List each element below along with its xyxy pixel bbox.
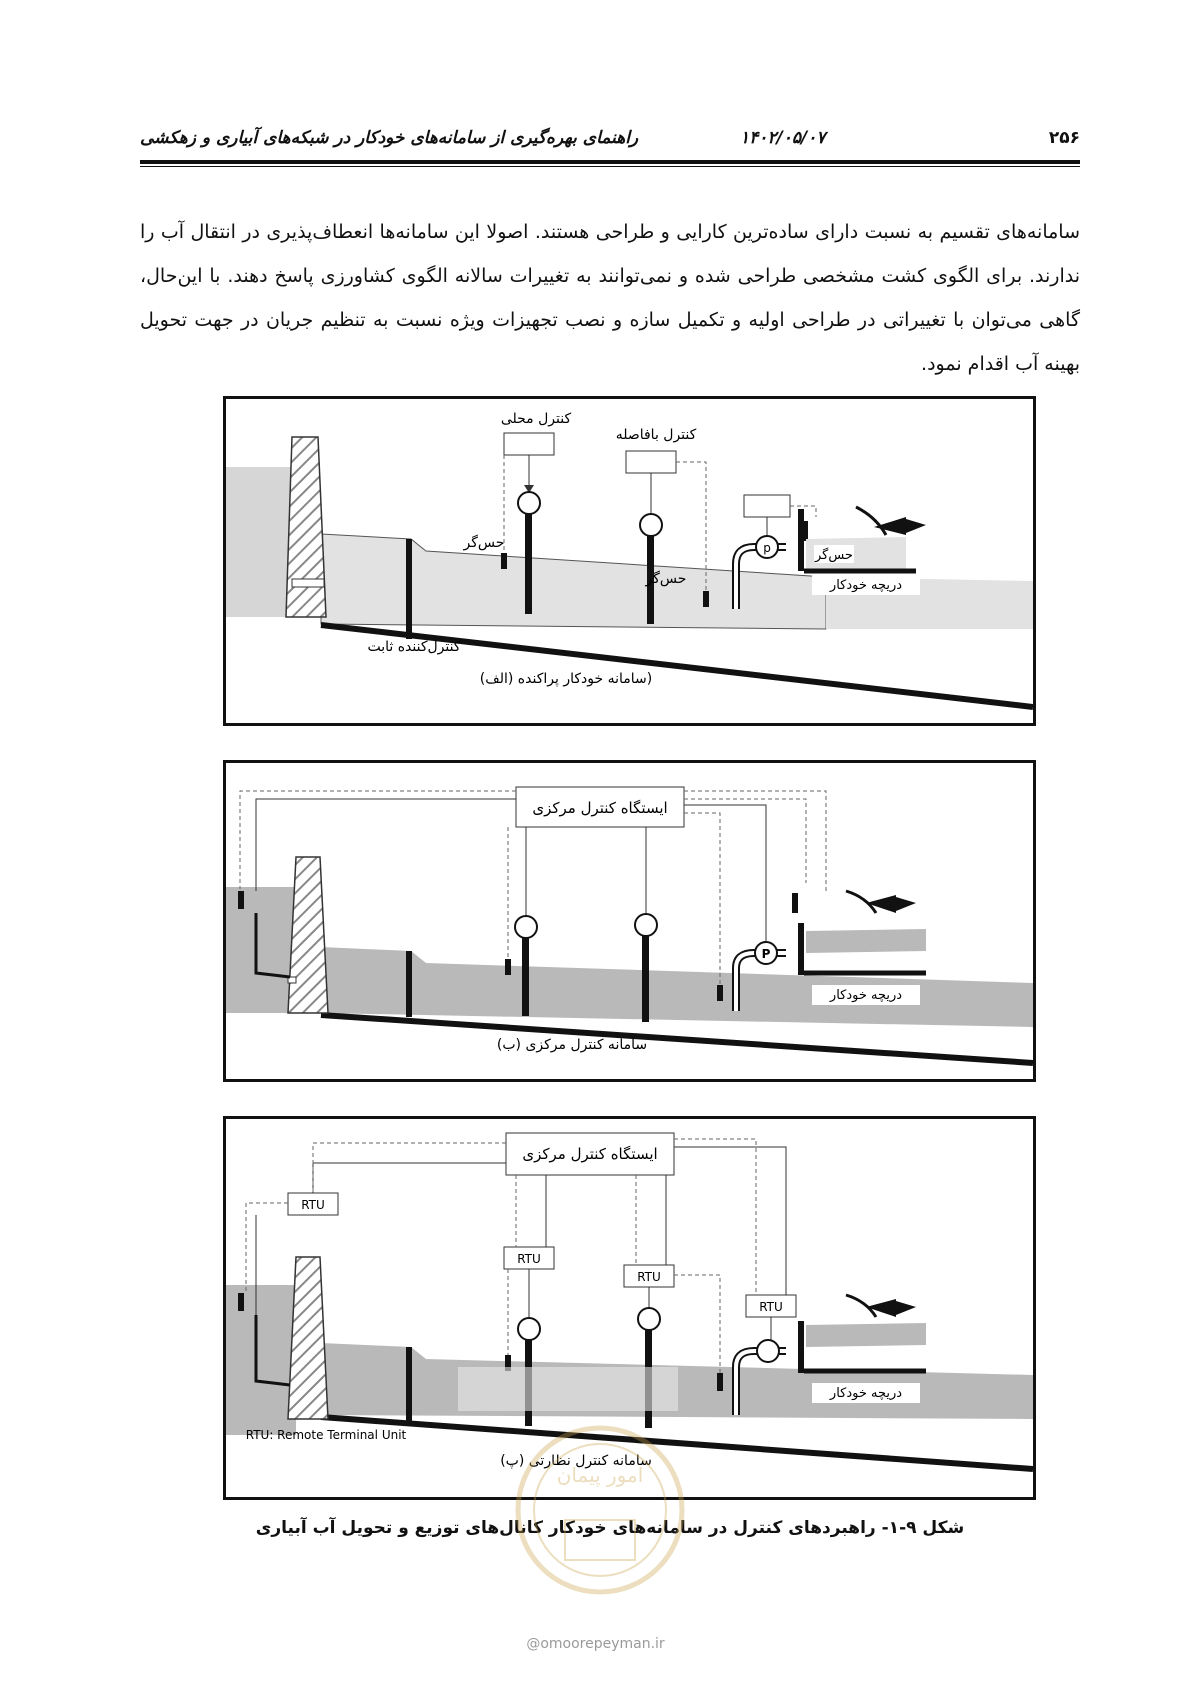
gate-actuator-1 xyxy=(518,1318,540,1340)
fixed-controller-weir xyxy=(406,539,412,639)
reservoir-water xyxy=(226,887,296,1013)
sensor-label-3: حس‌گر xyxy=(815,548,853,563)
sensor-3 xyxy=(792,893,798,913)
auto-gate-label: دریچه خودکار xyxy=(829,1386,903,1401)
figure-b-caption: (ب) سامانه کنترل مرکزی xyxy=(496,1037,648,1053)
sensor-2 xyxy=(717,1373,723,1391)
figure-a-caption: (الف) سامانه خودکار پراکنده) xyxy=(479,671,653,687)
figure-a xyxy=(223,396,1036,726)
body-paragraph: سامانه‌های تقسیم به نسبت دارای ساده‌ترین کارایی و طراحی هستند. اصولا این سامانه‌ها انعطاف‌پذیری در انتقال آب را ندارند. برای الگوی کشت مشخصی طراحی شده و نمی‌توانند به تغییرات سالانه الگوی کشاورزی پاسخ دهند. با این‌حال، گاهی می‌توان با تغییراتی در طراحی اولیه و تکمیل سازه و نصب تجهیزات ویژه نسبت به تنظیم جریان در جهت تحویل بهینه آب اقدام نمود. xyxy=(140,221,1080,375)
remote-control-label: کنترل بافاصله xyxy=(615,427,697,443)
rtu-label-3: RTU xyxy=(637,1270,661,1284)
sensor-label-2: حس‌گر xyxy=(645,571,687,587)
remote-control-box xyxy=(626,451,676,473)
pump-label: P xyxy=(761,947,771,961)
reservoir-water xyxy=(226,467,296,617)
figure-b xyxy=(223,760,1036,1082)
header-rule-thin xyxy=(140,166,1080,167)
reservoir-water xyxy=(226,1285,296,1435)
local-control-label: کنترل محلی xyxy=(500,411,572,427)
float-valve-icon xyxy=(856,507,886,535)
canal-water xyxy=(321,947,1033,1027)
dam xyxy=(286,437,326,617)
rtu-label-1: RTU xyxy=(301,1198,325,1212)
dam xyxy=(288,857,328,1013)
fixed-controller-weir xyxy=(406,951,412,1017)
figure-c xyxy=(223,1116,1036,1500)
rtu-label-2: RTU xyxy=(517,1252,541,1266)
auto-gate xyxy=(798,923,804,975)
canal-bed xyxy=(321,625,1033,707)
running-title: راهنمای بهره‌گیری از سامانه‌های خودکار در شبکه‌های آبیاری و زهکشی xyxy=(140,128,639,148)
auto-gate-label: دریچه خودکار xyxy=(829,578,903,593)
pump-icon xyxy=(757,1340,779,1362)
local-control-box xyxy=(504,433,554,455)
fixed-controller-weir xyxy=(406,1347,412,1423)
rtu-label-4: RTU xyxy=(759,1300,783,1314)
sensor-1 xyxy=(505,959,511,975)
central-station-label: ایستگاه کنترل مرکزی xyxy=(532,799,668,817)
gate-control-box xyxy=(744,495,790,517)
watermark: @omoorepeyman.ir xyxy=(526,1636,665,1652)
figure-caption: شکل ۹-۱- راهبردهای کنترل در سامانه‌های خودکار کانال‌های توزیع و تحویل آب آبیاری xyxy=(255,1518,965,1538)
fixed-controller-label: کنترل‌کننده ثابت xyxy=(367,639,461,655)
gate-actuator-2 xyxy=(635,914,657,936)
page-header xyxy=(140,128,1080,154)
auto-gate xyxy=(798,1321,804,1373)
local-gate-actuator xyxy=(518,492,540,514)
central-station-label: ایستگاه کنترل مرکزی xyxy=(522,1145,658,1163)
sensor-label-1: حس‌گر xyxy=(463,535,505,551)
gate-actuator-2 xyxy=(638,1308,660,1330)
sensor-2 xyxy=(717,985,723,1001)
auto-gate xyxy=(798,509,804,571)
dam xyxy=(288,1257,328,1419)
remote-gate-actuator xyxy=(640,514,662,536)
seal-text: امور پیمان xyxy=(556,1463,644,1487)
rtu-legend: RTU: Remote Terminal Unit xyxy=(245,1428,407,1442)
figure-c-caption: (پ) سامانه کنترل نظارتی xyxy=(500,1453,652,1469)
sensor-2 xyxy=(703,591,709,607)
pump-label: p xyxy=(763,541,771,555)
gate-actuator-1 xyxy=(515,916,537,938)
header-rule-thick xyxy=(140,160,1080,164)
auto-gate-label: دریچه خودکار xyxy=(829,988,903,1003)
header-date: ۱۴۰۲/۰۵/۰۷ xyxy=(740,128,826,148)
page-number: ۲۵۶ xyxy=(1048,128,1080,148)
canal-bed xyxy=(321,1417,1033,1469)
sensor-1 xyxy=(501,553,507,569)
